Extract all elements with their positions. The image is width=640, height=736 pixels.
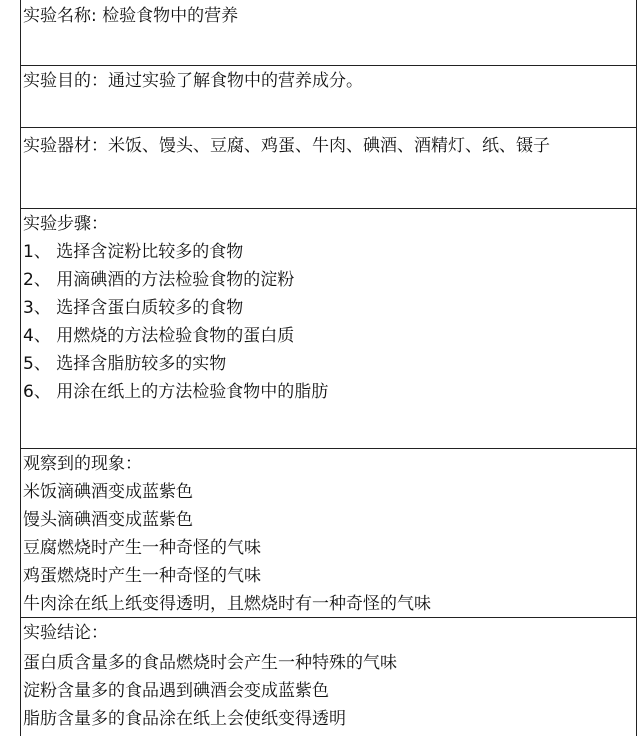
- conclusion-row: [21, 618, 636, 736]
- purpose-row: [21, 66, 636, 128]
- observations-heading: 观察到的现象：: [23, 454, 142, 474]
- observations-row: [21, 449, 636, 618]
- observation-item: 豆腐燃烧时产生一种奇怪的气味: [23, 538, 261, 558]
- step-item: 1、 选择含淀粉比较多的食物: [23, 242, 244, 262]
- experiment-name: 实验名称: 检验食物中的营养: [23, 6, 239, 26]
- steps-row: [21, 209, 636, 449]
- conclusion-item: 蛋白质含量多的食品燃烧时会产生一种特殊的气味: [23, 653, 397, 673]
- experiment-purpose: 实验目的：通过实验了解食物中的营养成分。: [23, 71, 363, 91]
- observation-item: 牛肉涂在纸上纸变得透明，且燃烧时有一种奇怪的气味: [23, 594, 431, 614]
- step-item: 2、 用滴碘酒的方法检验食物的淀粉: [23, 270, 295, 290]
- experiment-record-table: [20, 0, 637, 736]
- step-item: 4、 用燃烧的方法检验食物的蛋白质: [23, 326, 295, 346]
- observation-item: 馒头滴碘酒变成蓝紫色: [23, 510, 193, 530]
- conclusion-item: 淀粉含量多的食品遇到碘酒会变成蓝紫色: [23, 681, 329, 701]
- observation-item: 米饭滴碘酒变成蓝紫色: [23, 482, 193, 502]
- materials-row: [21, 128, 636, 209]
- experiment-materials: 实验器材：米饭、馒头、豆腐、鸡蛋、牛肉、碘酒、酒精灯、纸、镊子: [23, 136, 550, 156]
- step-item: 3、 选择含蛋白质较多的食物: [23, 298, 244, 318]
- conclusion-heading: 实验结论：: [23, 623, 108, 643]
- observation-item: 鸡蛋燃烧时产生一种奇怪的气味: [23, 566, 261, 586]
- name-row: [21, 0, 636, 66]
- step-item: 5、 选择含脂肪较多的实物: [23, 354, 227, 374]
- steps-heading: 实验步骤：: [23, 214, 108, 234]
- conclusion-item: 脂肪含量多的食品涂在纸上会使纸变得透明: [23, 709, 346, 729]
- step-item: 6、 用涂在纸上的方法检验食物中的脂肪: [23, 382, 329, 402]
